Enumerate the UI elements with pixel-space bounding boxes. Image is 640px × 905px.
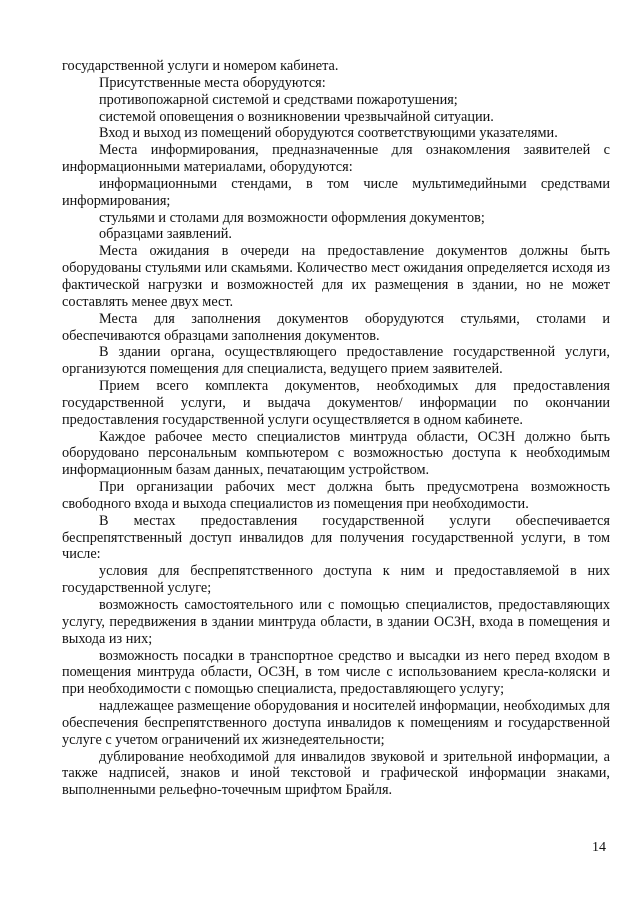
paragraph-3: системой оповещения о возникновении чрезвычайной ситуации. xyxy=(99,108,494,125)
paragraph-5: Места информирования, предназначенные для ознакомления заявителей с информационными материалами, оборудуются: xyxy=(62,142,610,176)
paragraph-17: возможность самостоятельного или с помощью специалистов, предоставляющих услугу, передвижения в здании минтруда области, в здании ОСЗН, входа в помещения и выхода из них; xyxy=(62,597,610,647)
paragraph-12: Прием всего комплекта документов, необходимых для предоставления государственной услуги, и выдача документов/ информации по окончании предоставления государственной услуги осуществляется в одном кабинете. xyxy=(62,378,610,428)
paragraph-14: При организации рабочих мест должна быть предусмотрена возможность свободного входа и выхода специалистов из помещения при необходимости. xyxy=(62,479,610,512)
paragraph-13: Каждое рабочее место специалистов минтруда области, ОСЗН должно быть оборудовано персональным компьютером с возможностью доступа к необходимым информационным базам данных, печатающим устройством. xyxy=(62,428,610,479)
paragraph-7: стульями и столами для возможности оформления документов; xyxy=(99,209,485,226)
paragraph-19: надлежащее размещение оборудования и носителей информации, необходимых для обеспечения беспрепятственного доступа инвалидов к помещениям и государственной услуге с учетом ограничений их жизнедеятельности; xyxy=(62,698,610,748)
paragraph-8: образцами заявлений. xyxy=(99,226,232,243)
paragraph-1: Присутственные места оборудуются: xyxy=(99,74,326,91)
paragraph-6: информационными стендами, в том числе мультимедийными средствами информирования; xyxy=(62,175,610,209)
paragraph-20: дублирование необходимой для инвалидов звуковой и зрительной информации, а также надписей, знаков и иной текстовой и графической информации знаками, выполненными рельефно-точечным шрифтом Брайля. xyxy=(62,748,610,799)
paragraph-10: Места для заполнения документов оборудуются стульями, столами и обеспечиваются образцами заполнения документов. xyxy=(62,310,610,344)
paragraph-9: Места ожидания в очереди на предоставление документов должны быть оборудованы стульями или скамьями. Количество мест ожидания определяется исходя из фактической нагрузки и возможностей для их размещения в здании, но не может составлять менее двух мест. xyxy=(62,243,610,310)
page-number: 14 xyxy=(592,840,606,855)
document-body xyxy=(62,58,610,799)
paragraph-11: В здании органа, осуществляющего предоставление государственной услуги, организуются помещения для специалиста, ведущего прием заявителей. xyxy=(62,344,610,378)
paragraph-16: условия для беспрепятственного доступа к ним и предоставляемой в них государственной услуге; xyxy=(62,563,610,597)
paragraph-18: возможность посадки в транспортное средство и высадки из него перед входом в помещения минтруда области, ОСЗН, в том числе с использованием кресла-коляски и при необходимости с помощью специалиста, предоставляющего услугу; xyxy=(62,647,610,698)
paragraph-2: противопожарной системой и средствами пожаротушения; xyxy=(99,91,458,108)
paragraph-0: государственной услуги и номером кабинета. xyxy=(62,58,339,74)
paragraph-4: Вход и выход из помещений оборудуются соответствующими указателями. xyxy=(99,125,558,142)
paragraph-15: В местах предоставления государственной услуги обеспечивается беспрепятственный доступ инвалидов для получения государственной услуги, в том числе: xyxy=(62,512,610,563)
